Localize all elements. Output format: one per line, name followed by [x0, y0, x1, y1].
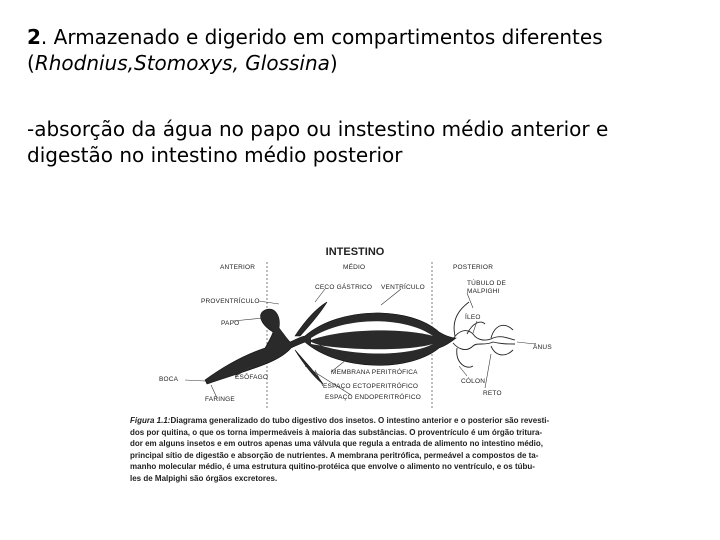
- figure-caption: [130, 415, 570, 484]
- label-boca: BOCA: [159, 376, 179, 383]
- bullet-text: [27, 116, 707, 168]
- label-anterior: ANTERIOR: [220, 264, 256, 271]
- label-ceco-gastrico: CECO GÁSTRICO: [315, 284, 373, 291]
- label-intestino: INTESTINO: [325, 246, 385, 258]
- paren-close: ): [329, 51, 338, 75]
- label-faringe: FARINGE: [205, 396, 235, 403]
- heading-text: . Armazenado e digerido em compartimentos diferentes: [40, 25, 603, 49]
- label-espaco-endo: ESPAÇO ENDOPERITRÓFICO: [325, 394, 422, 401]
- label-ileo: ÍLEO: [465, 314, 481, 321]
- caption-line-6: les de Malpighi são órgãos excretores.: [130, 473, 278, 483]
- label-membrana: MEMBRANA PERITRÓFICA: [331, 369, 418, 376]
- paren-open: (: [27, 51, 35, 75]
- digestive-tract-diagram: [155, 238, 552, 413]
- label-malpighi: MALPIGHI: [467, 288, 500, 295]
- species-list: Rhodnius,Stomoxys, Glossina: [34, 51, 330, 75]
- caption-label: Figura 1.1:: [130, 416, 171, 425]
- caption-line-2: dos por quitina, o que os torna impermeáveis à maioria das substâncias. O proventrículo é um órgão tritura-: [130, 427, 543, 437]
- bullet-line-1: -absorção da água no papo ou instestino médio anterior e: [27, 117, 609, 141]
- label-espaco-ecto: ESPAÇO ECTOPERITRÓFICO: [323, 383, 419, 390]
- diagram-svg: [155, 238, 552, 413]
- label-reto: RETO: [483, 390, 502, 397]
- label-ventriculo: VENTRÍCULO: [381, 284, 425, 291]
- caption-line-5: manho molecular médio, é uma estrutura quitino-protéica que envolve o alimento no ventrículo, e os túbu-: [130, 462, 535, 471]
- label-tubulo: TÚBULO DE: [467, 280, 507, 287]
- caption-line-1: Diagrama generalizado do tubo digestivo dos insetos. O intestino anterior e o posterior são revesti-: [170, 416, 550, 425]
- label-proventriculo: PROVENTRÍCULO: [201, 298, 260, 305]
- label-medio: MÉDIO: [343, 264, 366, 271]
- label-esofago: ESÔFAGO: [235, 374, 269, 381]
- label-colon: CÓLON: [461, 378, 486, 385]
- label-anus: ÂNUS: [533, 344, 552, 351]
- hindgut: [453, 302, 515, 367]
- label-posterior: POSTERIOR: [453, 264, 494, 271]
- label-papo: PAPO: [221, 320, 240, 327]
- heading-number: 2: [27, 25, 41, 49]
- bullet-line-2: digestão no intestino médio posterior: [27, 143, 403, 167]
- slide-heading: [27, 24, 707, 76]
- caption-line-3: dor em alguns insetos e em outros apenas uma válvula que regula a entrada de alimento no intestino médio,: [130, 439, 543, 448]
- caption-line-4: principal sítio de digestão e absorção de nutrientes. A membrana peritrófica, permeável a compostos de ta-: [130, 450, 539, 460]
